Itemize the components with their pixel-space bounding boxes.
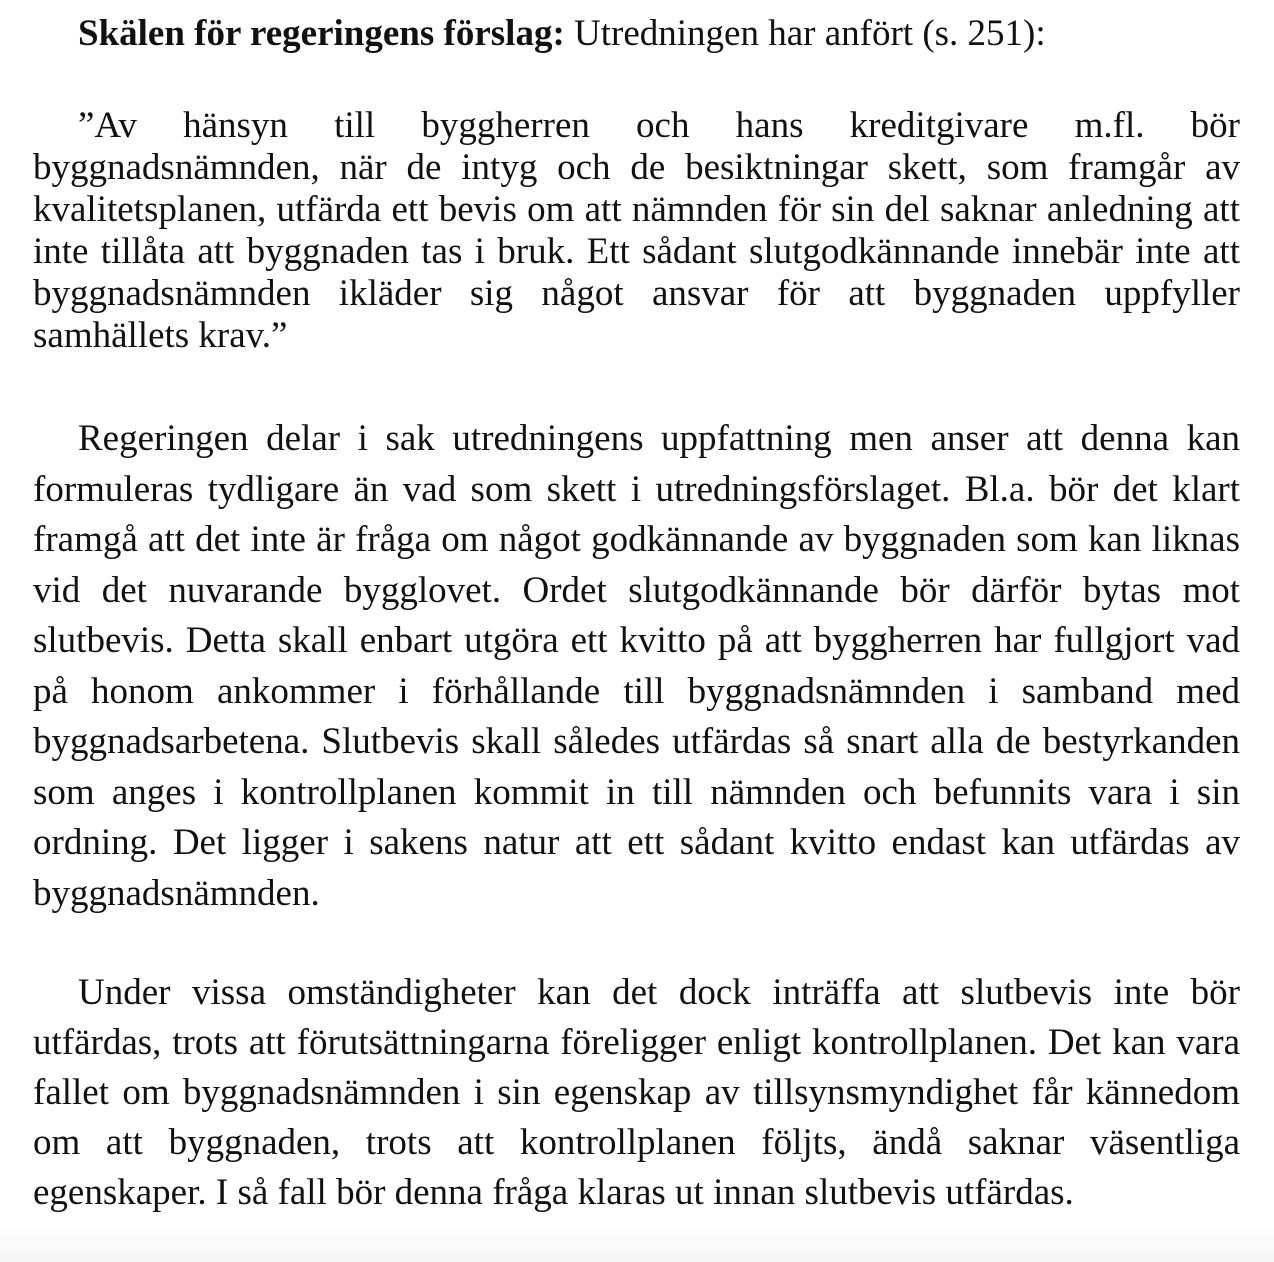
bottom-shadow [0,1222,1274,1262]
heading-rest: Utredningen har anfört (s. 251): [564,13,1046,54]
quoted-passage: ”Av hänsyn till byggherren och hans kreditgivare m.fl. bör byggnadsnämnden, när de intyg och de besiktningar skett, som framgår av kvalitetsplanen, utfärda ett bevis om att nämnden för sin del saknar anledning att inte tillåta att byggnaden tas i bruk. Ett sådant slutgodkännande innebär inte att byggnadsnämnden ikläder sig något ansvar för att byggnaden uppfyller samhällets krav.” [33,105,1240,356]
paragraph-1: Regeringen delar i sak utredningens uppfattning men anser att denna kan formuleras tydligare än vad som skett i utredningsförslaget. Bl.a. bör det klart framgå att det inte är fråga om något godkännande av byggnaden som kan liknas vid det nuvarande bygglovet. Ordet slutgodkännande bör därför bytas mot slutbevis. Detta skall enbart utgöra ett kvitto på att byggherren har fullgjort vad på honom ankommer i förhållande till byggnadsnämnden i samband med byggnadsarbetena. Slutbevis skall således utfärdas så snart alla de bestyrkanden som anges i kontrollplanen kommit in till nämnden och befunnits vara i sin ordning. Det ligger i sakens natur att ett sådant kvitto endast kan utfärdas av byggnadsnämnden. [33,418,1240,914]
section-heading [78,12,1046,56]
paragraph-2: Under vissa omständigheter kan det dock inträffa att slutbevis inte bör utfärdas, trots att förutsättningarna föreligger enligt kontrollplanen. Det kan vara fallet om byggnadsnämnden i sin egenskap av tillsynsmyndighet får kännedom om att byggnaden, trots att kontrollplanen följts, ändå saknar väsentliga egenskaper. I så fall bör denna fråga klaras ut innan slutbevis utfärdas. [33,972,1240,1213]
heading-bold-label: Skälen för regeringens förslag: [78,13,565,54]
